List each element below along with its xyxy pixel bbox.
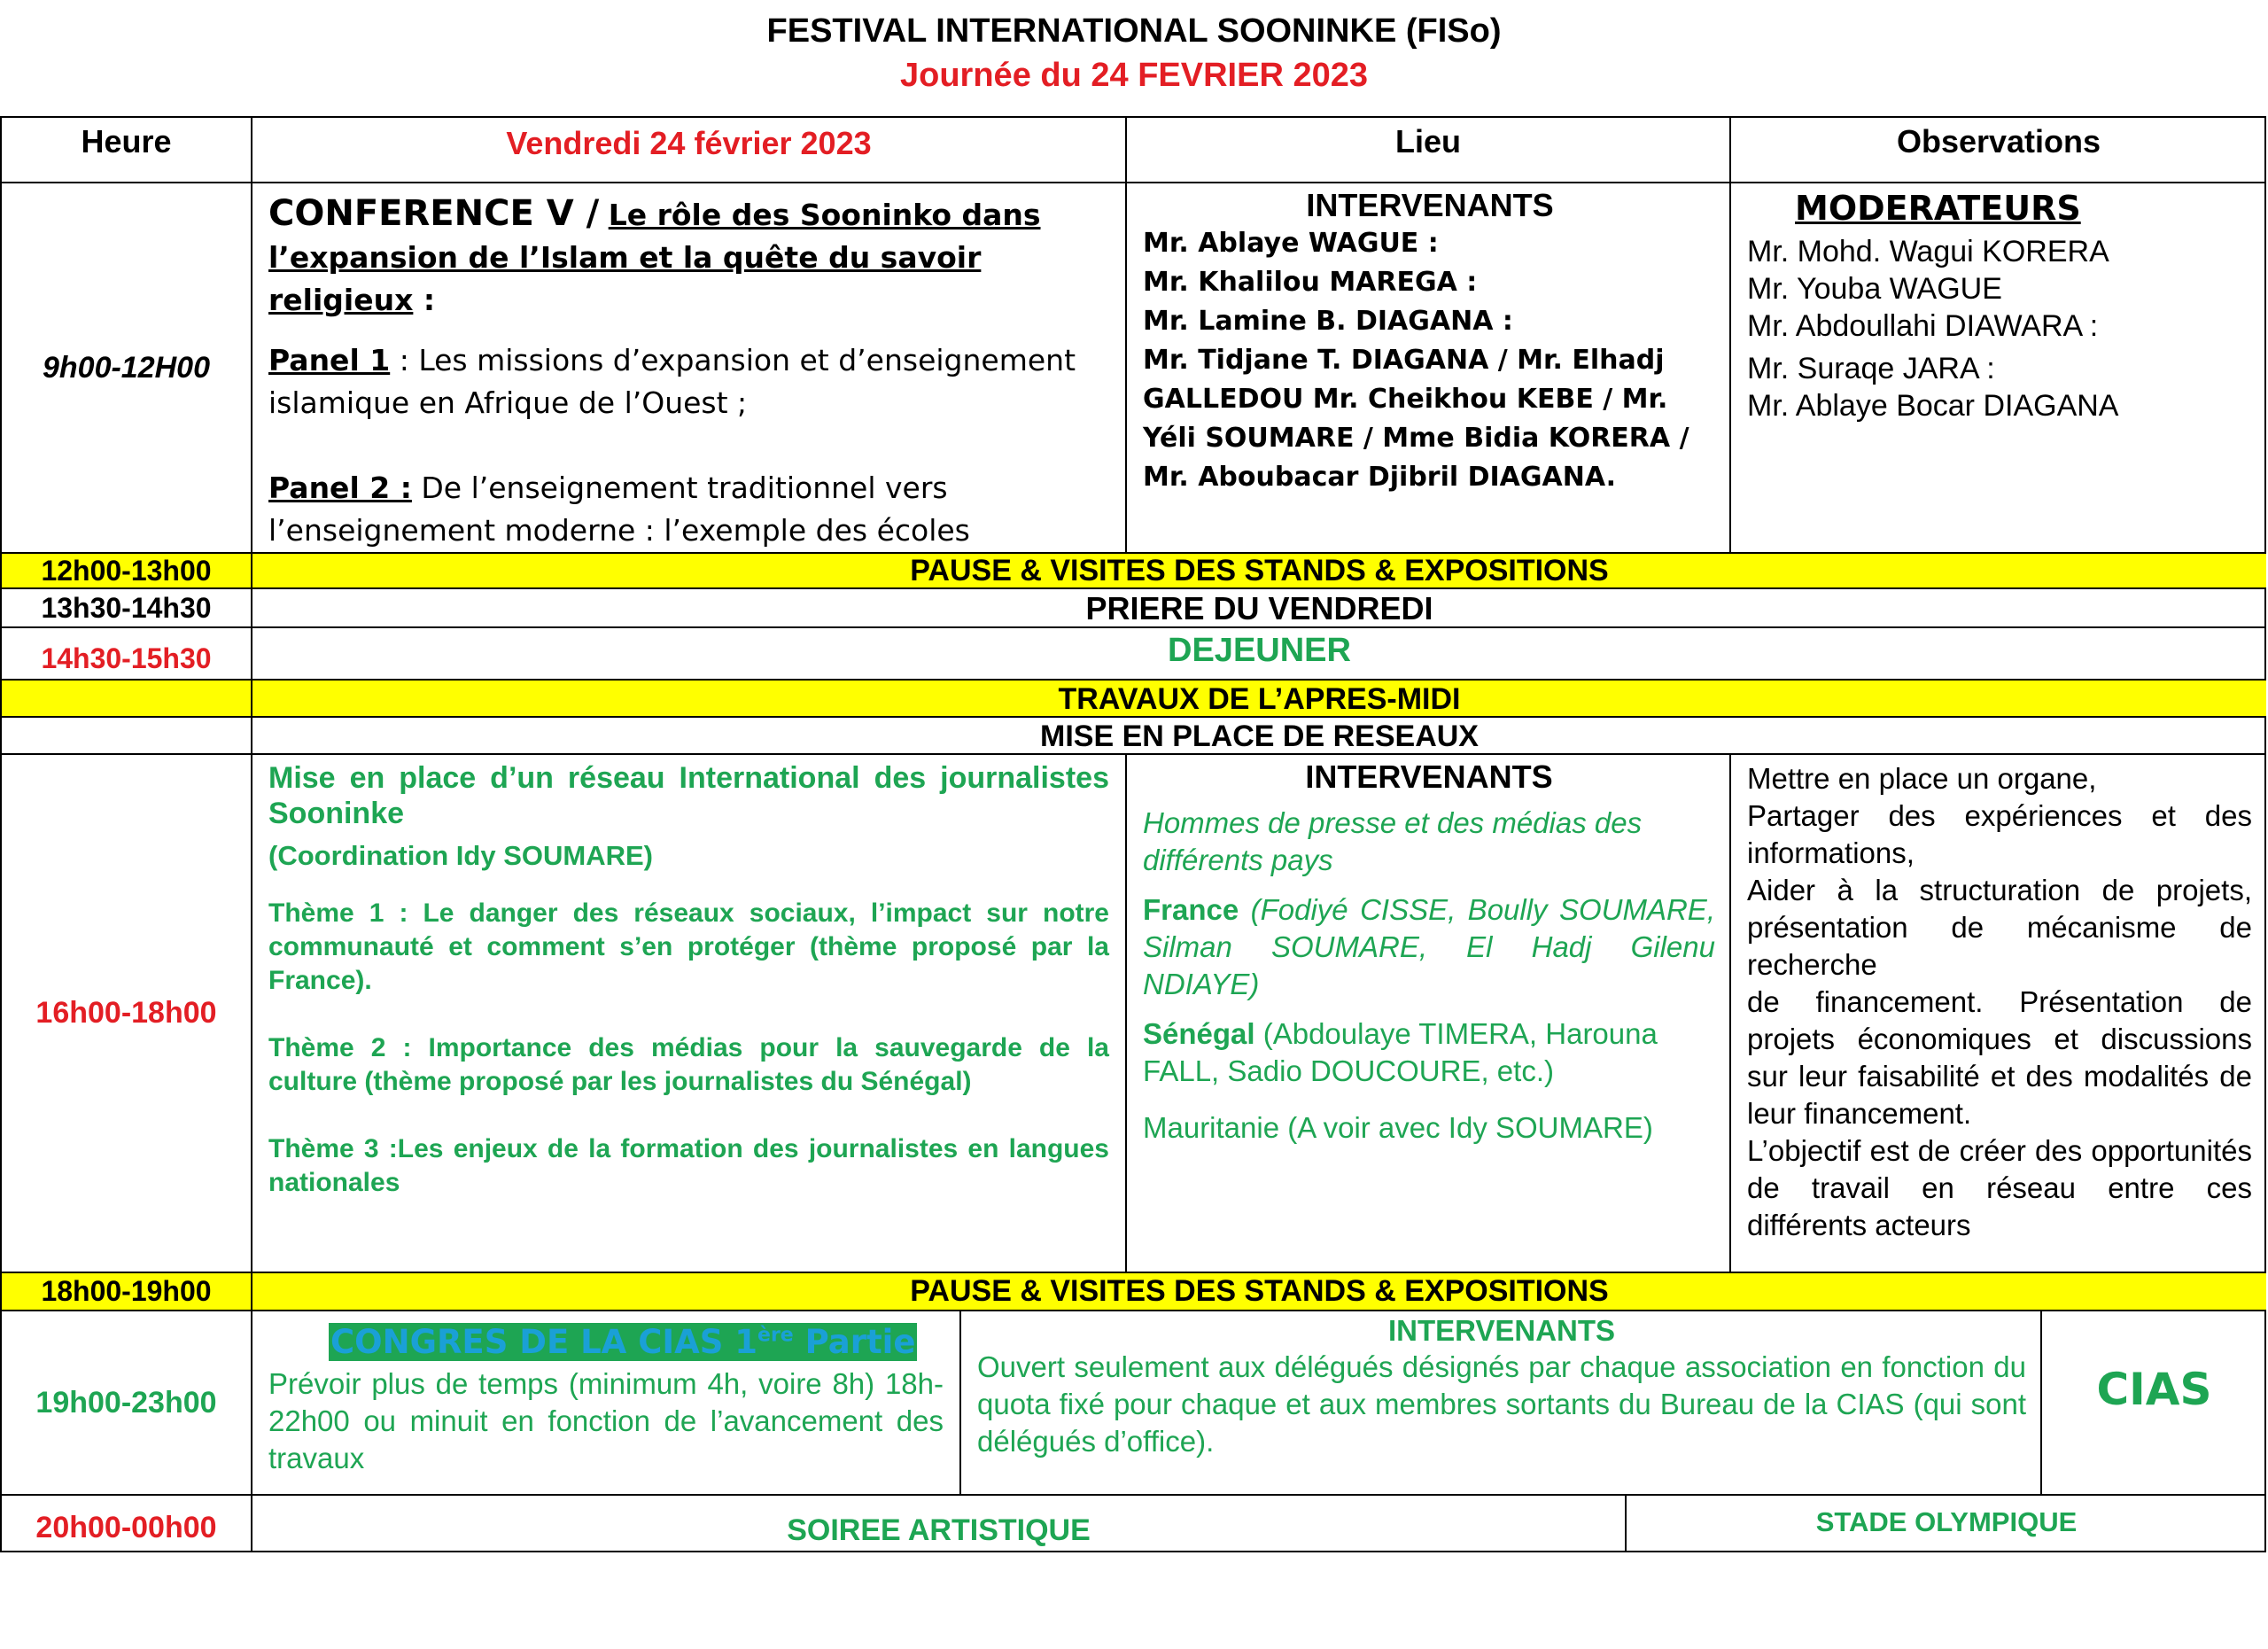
observation-item: Partager des expériences et des informations, [1747, 799, 2252, 869]
time-congres: 19h00-23h00 [2, 1310, 251, 1494]
reseau-theme1: Thème 1 : Le danger des réseaux sociaux, l’impact sur notre communauté et comment s’en protéger (thème proposé par la France). [268, 898, 1109, 995]
congres-intervenants-text: Ouvert seulement aux délégués désignés par chaque association en fonction du quota fixé pour chaque et aux membres sortants du Bureau de la CIAS (qui sont délégués d’office). [977, 1350, 2026, 1458]
france-label: France [1143, 893, 1239, 926]
reseau-themes-cell [251, 753, 1125, 1272]
observation-item: Mettre en place un organe, [1747, 762, 2097, 795]
conference-title-colon: : [413, 283, 436, 317]
col-header-lieu: Lieu [1125, 118, 1729, 182]
panel2-text: De l’enseignement traditionnel vers l’enseignement moderne : l’exemple des écoles [268, 471, 970, 548]
pause2-label: PAUSE & VISITES DES STANDS & EXPOSITIONS [251, 1272, 2266, 1310]
reseau-title: Mise en place d’un réseau International des journalistes Sooninke [268, 761, 1109, 830]
moderateur-item: Mr. Mohd. Wagui KORERA [1747, 235, 2109, 268]
time-reseau: 16h00-18h00 [2, 753, 251, 1272]
conference-intervenants-cell [1125, 182, 1729, 552]
moderateur-item: Mr. Suraqe JARA : [1747, 352, 1995, 385]
intervenant-item: Mr. Tidjane T. DIAGANA / Mr. Elhadj GALLEDOU Mr. Cheikhou KEBE / Mr. Yéli SOUMARE / Mme Bidia KORERA / Mr. Aboubacar Djibril DIAGANA. [1143, 345, 1689, 493]
travaux-label: TRAVAUX DE L’APRES-MIDI [251, 679, 2266, 716]
schedule-table [0, 116, 2266, 1552]
senegal-text: (Abdoulaye TIMERA, Harouna FALL, Sadio DOUCOURE, etc.) [1143, 1017, 1658, 1087]
col-header-day: Vendredi 24 février 2023 [251, 118, 1125, 182]
document-title: FESTIVAL INTERNATIONAL SOONINKE (FISo) [766, 12, 1502, 50]
france-text: (Fodiyé CISSE, Boully SOUMARE, Silman SOUMARE, El Hadj Gilenu NDIAYE) [1143, 893, 1715, 1000]
congres-title-end: Partie [793, 1323, 916, 1362]
soiree-label: SOIREE ARTISTIQUE [251, 1494, 1625, 1552]
travaux-time-empty [2, 679, 251, 716]
conference-moderateurs-cell [1729, 182, 2266, 552]
intervenant-item: Mr. Khalilou MAREGA : [1143, 267, 1478, 298]
col-header-heure: Heure [81, 123, 172, 159]
reseau-mauritanie: Mauritanie (A voir avec Idy SOUMARE) [1143, 1111, 1653, 1144]
observation-item: Aider à la structuration de projets, présentation de mécanisme de recherche [1747, 874, 2252, 981]
reseau-intervenants-cell [1125, 753, 1729, 1272]
dejeuner-label: DEJEUNER [251, 626, 2266, 679]
time-conference: 9h00-12H00 [2, 182, 251, 552]
panel2-label: Panel 2 : [268, 471, 412, 505]
reseau-theme3: Thème 3 :Les enjeux de la formation des journalistes en langues nationales [268, 1134, 1109, 1197]
moderateur-item: Mr. Ablaye Bocar DIAGANA [1747, 389, 2119, 423]
congres-cias: CIAS [2040, 1310, 2266, 1494]
congres-cell [251, 1310, 959, 1494]
col-header-observations: Observations [1729, 118, 2266, 182]
time-soiree: 20h00-00h00 [2, 1494, 251, 1552]
observation-item: de financement. Présentation de projets économiques et discussions sur leur faisabilité et des modalités de leur financement. [1747, 985, 2252, 1130]
reseau-theme2: Thème 2 : Importance des médias pour la sauvegarde de la culture (thème proposé par les journalistes du Sénégal) [268, 1033, 1109, 1096]
moderateurs-list [1747, 233, 2254, 424]
senegal-label: Sénégal [1143, 1017, 1255, 1050]
observation-item: L’objectif est de créer des opportunités de travail en réseau entre ces différents acteurs [1747, 1134, 2252, 1241]
panel1-label: Panel 1 [268, 343, 391, 377]
conference-title: CONFERENCE V / [268, 193, 600, 234]
reseaux-time-empty [2, 716, 251, 753]
conference-intervenants-head: INTERVENANTS [1306, 187, 1554, 223]
document-subtitle: Journée du 24 FEVRIER 2023 [900, 57, 1368, 94]
congres-title-sup: ère [757, 1325, 794, 1347]
conference-intervenants-list [1143, 224, 1717, 497]
reseau-france [1143, 891, 1715, 1003]
intervenant-item: Mr. Ablaye WAGUE : [1143, 228, 1439, 259]
congres-intervenants-cell [959, 1310, 2040, 1494]
time-priere: 13h30-14h30 [2, 587, 251, 626]
congres-title-highlight [329, 1323, 917, 1361]
reseau-senegal [1143, 1015, 1715, 1090]
time-dejeuner: 14h30-15h30 [2, 626, 251, 679]
reseaux-label: MISE EN PLACE DE RESEAUX [251, 716, 2266, 753]
reseau-observations-cell [1729, 753, 2266, 1272]
conference-theme: Le rôle des Sooninko dans l’expansion de l’Islam et la quête du savoir religieux [268, 198, 1041, 317]
moderateurs-head: MODERATEURS [1795, 189, 2081, 228]
panel1-text: : Les missions d’expansion et d’enseignement islamique en Afrique de l’Ouest ; [268, 343, 1076, 420]
reseau-presse: Hommes de presse et des médias des différents pays [1143, 806, 1643, 876]
pause1-label: PAUSE & VISITES DES STANDS & EXPOSITIONS [251, 552, 2266, 587]
congres-text: Prévoir plus de temps (minimum 4h, voire 8h) 18h-22h00 ou minuit en fonction de l’avancement des travaux [268, 1367, 944, 1475]
priere-label: PRIERE DU VENDREDI [251, 587, 2266, 626]
time-pause1: 12h00-13h00 [2, 552, 251, 587]
soiree-lieu: STADE OLYMPIQUE [1625, 1494, 2266, 1552]
reseau-coordination: (Coordination Idy SOUMARE) [268, 840, 653, 871]
moderateur-item: Mr. Youba WAGUE [1747, 272, 2002, 306]
congres-title: CONGRES DE LA CIAS 1 [330, 1323, 758, 1362]
conference-cell [251, 182, 1125, 552]
moderateur-item: Mr. Abdoullahi DIAWARA : [1747, 309, 2099, 343]
intervenant-item: Mr. Lamine B. DIAGANA : [1143, 306, 1513, 337]
congres-intervenants-head: INTERVENANTS [1387, 1314, 1616, 1347]
reseau-intervenants-head: INTERVENANTS [1305, 758, 1553, 795]
time-pause2: 18h00-19h00 [2, 1272, 251, 1310]
